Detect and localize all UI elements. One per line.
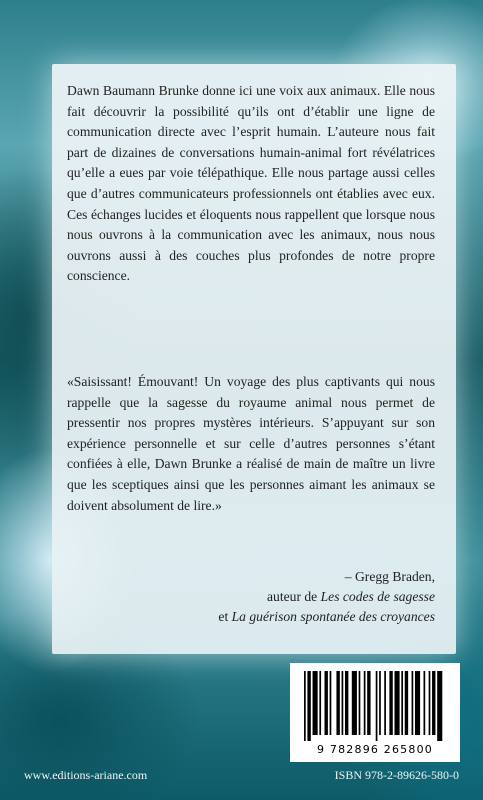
quote-author-book-1	[67, 587, 435, 607]
isbn: ISBN 978-2-89626-580-0	[334, 768, 459, 782]
barcode-bar	[367, 671, 370, 735]
quote-author: – Gregg Braden,	[344, 569, 435, 584]
barcode-bar	[364, 671, 366, 735]
quote-author-book-2	[67, 607, 435, 627]
author-prefix: auteur de	[267, 589, 321, 604]
publisher-website: www.editions-ariane.com	[24, 768, 148, 782]
barcode-bar	[389, 671, 392, 735]
barcode-bar	[304, 671, 306, 741]
book-description: Dawn Baumann Brunke donne ici une voix aux animaux. Elle nous fait découvrir la possibilité qu’ils ont d’établir une ligne de communication directe avec l’esprit humain. L’auteure nous fait part de dizaines de conversations humain-animal fort révélatrices qu’elle a eues par voie télépathique. Elle nous partage aussi celles que d’autres communicateurs professionnels ont établies avec eux. Ces échanges lucides et éloquents nous rappellent que lorsque nous nous ouvrons à la communication avec les animaux, nous nous ouvrons aussi à des couches plus profondes de notre propre conscience.	[67, 83, 435, 284]
barcode-bar	[432, 671, 435, 735]
barcode-bar	[376, 671, 378, 741]
and-prefix: et	[218, 609, 232, 624]
barcode-bar	[352, 671, 357, 735]
endorsement-quote: «Saisissant! Émouvant! Un voyage des plus captivants qui nous rappelle que la sagesse du royaume animal nous permet de pressentir nos propres mystères intérieurs. S’appuyant sur son expérience personnelle et sur celle d’autres personnes s’étant confiées à elle, Dawn Brunke a réalisé de main de maître un livre que les sceptiques ainsi que les personnes aimant les animaux se doivent absolument de lire.»	[67, 374, 435, 513]
barcode-bar	[424, 671, 426, 735]
barcode-bar	[405, 671, 408, 735]
barcode-bar	[359, 671, 361, 735]
barcode-bar	[429, 671, 431, 735]
barcode-bar	[384, 671, 386, 735]
barcode-number: 9 782896 265800	[317, 743, 433, 756]
book-title-1: Les codes de sagesse	[320, 589, 435, 604]
barcode-bars	[304, 671, 446, 741]
barcode	[290, 663, 460, 762]
barcode-bar	[307, 671, 310, 741]
barcode-bar	[412, 671, 414, 735]
barcode-bar	[437, 671, 442, 741]
barcode-bar	[394, 671, 399, 735]
book-title-2: La guérison spontanée des croyances	[231, 609, 435, 624]
barcode-bar	[330, 671, 332, 735]
barcode-bar	[415, 671, 420, 735]
barcode-bar	[345, 671, 348, 735]
barcode-bar	[379, 671, 381, 735]
barcode-bar	[313, 671, 318, 735]
barcode-bar	[319, 671, 321, 735]
barcode-bar	[342, 671, 344, 735]
barcode-bar	[336, 671, 339, 735]
barcode-bar	[401, 671, 403, 735]
barcode-bar	[324, 671, 327, 735]
